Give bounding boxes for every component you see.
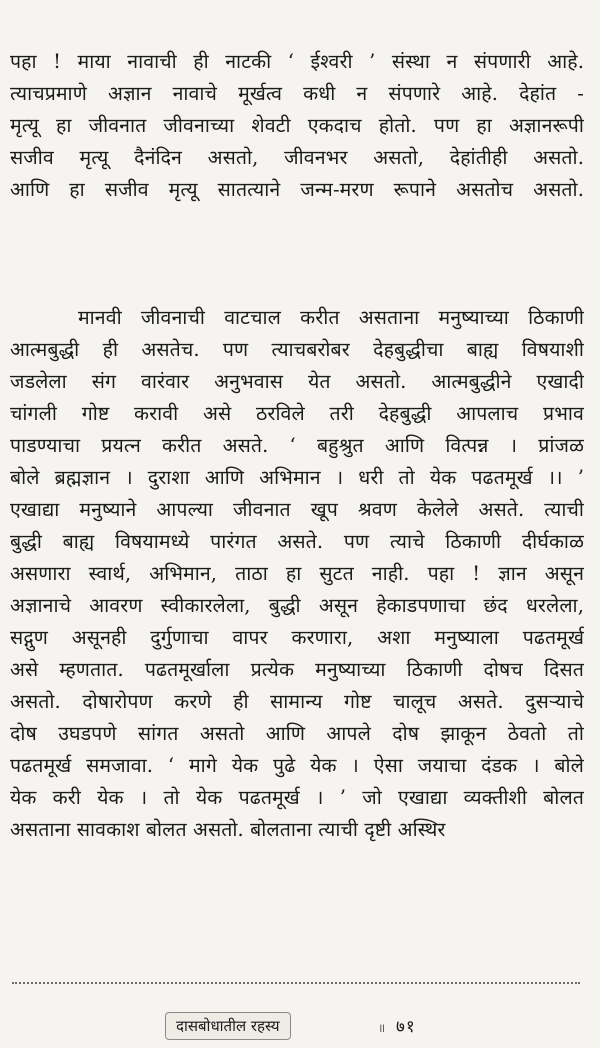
page-number: ७१ (396, 1017, 416, 1037)
text-line: असतो. दोषारोपण करणे ही सामान्य गोष्ट चालूच असते. दुसऱ्याचे (10, 690, 584, 713)
text-line: आत्मबुद्धी ही असतेच. पण त्याचबरोबर देहबुद्धीचा बाह्य विषयाशी (10, 338, 584, 361)
text-line: एखाद्या मनुष्याने आपल्या जीवनात खूप श्रवण केलेले असते. त्याची (10, 498, 584, 521)
text-line: बोले ब्रह्मज्ञान । दुराशा आणि अभिमान । धरी तो येक पढतमूर्ख ।। ’ (10, 466, 584, 489)
text-line: दोष उघडपणे सांगत असतो आणि आपले दोष झाकून ठेवतो तो (10, 722, 584, 745)
text-line: बुद्धी बाह्य विषयामध्ये पारंगत असते. पण त्याचे ठिकाणी दीर्घकाळ (10, 530, 584, 553)
footer-separator: ॥ (378, 1021, 386, 1035)
page-footer (0, 1010, 600, 1042)
paragraph-1 (10, 46, 584, 206)
text-line: पाडण्याचा प्रयत्न करीत असते. ‘ बहुश्रुत आणि वित्पन्न । प्रांजळ (10, 434, 584, 457)
text-line: असणारा स्वार्थ, अभिमान, ताठा हा सुटत नाही. पहा ! ज्ञान असून (10, 562, 584, 585)
text-line: जडलेला संग वारंवार अनुभवास येत असतो. आत्मबुद्धीने एखादी (10, 370, 584, 393)
text-line: पढतमूर्ख समजावा. ‘ मागे येक पुढे येक । ऐसा जयाचा दंडक । बोले (10, 754, 584, 777)
text-line: मानवी जीवनाची वाटचाल करीत असताना मनुष्याच्या ठिकाणी (78, 306, 584, 329)
text-line: अज्ञानाचे आवरण स्वीकारलेला, बुद्धी असून हेकाडपणाचा छंद धरलेला, (10, 594, 584, 617)
paragraph-2 (10, 302, 584, 846)
text-line: मृत्यू हा जीवनात जीवनाच्या शेवटी एकदाच होतो. पण हा अज्ञानरूपी (10, 114, 584, 137)
text-line: आणि हा सजीव मृत्यू सातत्याने जन्म-मरण रूपाने असतोच असतो. (10, 178, 584, 201)
text-line: सजीव मृत्यू दैनंदिन असतो, जीवनभर असतो, देहांतीही असतो. (10, 146, 584, 169)
text-line: चांगली गोष्ट करावी असे ठरविले तरी देहबुद्धी आपलाच प्रभाव (10, 402, 584, 425)
book-title: दासबोधातील रहस्य (165, 1012, 291, 1040)
text-line: त्याचप्रमाणे अज्ञान नावाचे मूर्खत्व कधी न संपणारे आहे. देहांत - (10, 82, 584, 105)
text-line: सद्गुण असूनही दुर्गुणाचा वापर करणारा, अशा मनुष्याला पढतमूर्ख (10, 626, 584, 649)
text-line: असे म्हणतात. पढतमूर्खाला प्रत्येक मनुष्याच्या ठिकाणी दोषच दिसत (10, 658, 584, 681)
text-line: असताना सावकाश बोलत असतो. बोलताना त्याची दृष्टी अस्थिर (10, 818, 446, 841)
footer-divider (12, 982, 580, 984)
text-line: येक करी येक । तो येक पढतमूर्ख । ’ जो एखाद्या व्यक्तीशी बोलत (10, 786, 584, 809)
text-line: पहा ! माया नावाची ही नाटकी ‘ ईश्वरी ’ संस्था न संपणारी आहे. (10, 50, 584, 73)
